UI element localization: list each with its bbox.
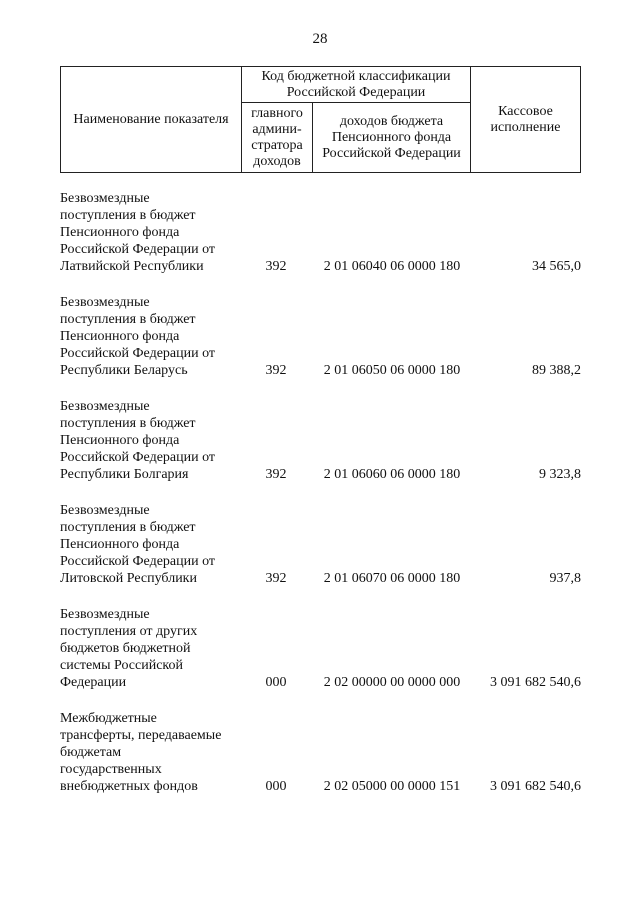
row-name-line: Безвозмездные <box>60 295 150 310</box>
table-header <box>60 66 581 173</box>
row-name-line: поступления в бюджет <box>60 208 196 223</box>
row-code: 2 01 06050 06 0000 180 <box>323 363 461 378</box>
row-admin: 392 <box>265 259 287 274</box>
row-code: 2 01 06070 06 0000 180 <box>323 571 461 586</box>
table-row <box>60 398 581 483</box>
row-amount: 937,8 <box>549 571 581 586</box>
page-number: 28 <box>312 31 328 47</box>
row-name-line: Пенсионного фонда <box>60 537 180 552</box>
header-income: доходов бюджета Пенсионного фонда Российской Федерации <box>313 103 471 173</box>
row-admin: 392 <box>265 467 287 482</box>
row-name-line: бюджетам <box>60 745 122 760</box>
row-code: 2 01 06040 06 0000 180 <box>323 259 461 274</box>
row-name <box>60 190 240 275</box>
row-name-line: Литовской Республики <box>60 571 197 586</box>
row-name-line: Пенсионного фонда <box>60 329 180 344</box>
row-name-line: Межбюджетные <box>60 711 157 726</box>
row-name-line: поступления в бюджет <box>60 312 196 327</box>
table-row <box>60 190 581 275</box>
row-name <box>60 710 240 795</box>
table-row <box>60 606 581 691</box>
row-amount: 3 091 682 540,6 <box>490 779 581 794</box>
header-code-group: Код бюджетной классификации Российской Федерации <box>242 67 471 103</box>
row-name-line: системы Российской <box>60 658 184 673</box>
row-name-line: Безвозмездные <box>60 191 150 206</box>
row-name-line: поступления в бюджет <box>60 520 196 535</box>
row-name-line: Федерации <box>60 675 127 690</box>
row-name-line: государственных <box>60 762 162 777</box>
row-name-line: бюджетов бюджетной <box>60 641 191 656</box>
row-name-line: Российской Федерации от <box>60 242 216 257</box>
row-name-line: трансферты, передаваемые <box>60 728 222 743</box>
row-amount: 89 388,2 <box>532 363 581 378</box>
row-admin: 392 <box>265 571 287 586</box>
header-name: Наименование показателя <box>61 67 242 173</box>
row-admin: 392 <box>265 363 287 378</box>
row-code: 2 02 05000 00 0000 151 <box>323 779 461 794</box>
table-row <box>60 710 581 795</box>
row-name-line: поступления в бюджет <box>60 416 196 431</box>
row-name-line: Безвозмездные <box>60 399 150 414</box>
row-name-line: внебюджетных фондов <box>60 779 198 794</box>
row-name-line: Российской Федерации от <box>60 450 216 465</box>
row-name <box>60 606 240 691</box>
row-code: 2 02 00000 00 0000 000 <box>323 675 461 690</box>
row-amount: 9 323,8 <box>539 467 581 482</box>
row-name-line: Республики Болгария <box>60 467 189 482</box>
row-name-line: Российской Федерации от <box>60 554 216 569</box>
row-name <box>60 398 240 483</box>
row-name-line: Безвозмездные <box>60 503 150 518</box>
row-admin: 000 <box>265 779 287 794</box>
row-name-line: Латвийской Республики <box>60 259 204 274</box>
row-amount: 34 565,0 <box>532 259 581 274</box>
row-name-line: Российской Федерации от <box>60 346 216 361</box>
table-row <box>60 502 581 587</box>
row-name <box>60 294 240 379</box>
row-name <box>60 502 240 587</box>
header-admin: главного админи-стратора доходов <box>242 103 313 173</box>
row-name-line: Республики Беларусь <box>60 363 188 378</box>
header-amount: Кассовое исполнение <box>471 67 581 173</box>
row-admin: 000 <box>265 675 287 690</box>
row-name-line: Пенсионного фонда <box>60 225 180 240</box>
row-name-line: поступления от других <box>60 624 198 639</box>
row-amount: 3 091 682 540,6 <box>490 675 581 690</box>
row-name-line: Безвозмездные <box>60 607 150 622</box>
row-code: 2 01 06060 06 0000 180 <box>323 467 461 482</box>
table-row <box>60 294 581 379</box>
table-body <box>60 190 581 814</box>
row-name-line: Пенсионного фонда <box>60 433 180 448</box>
